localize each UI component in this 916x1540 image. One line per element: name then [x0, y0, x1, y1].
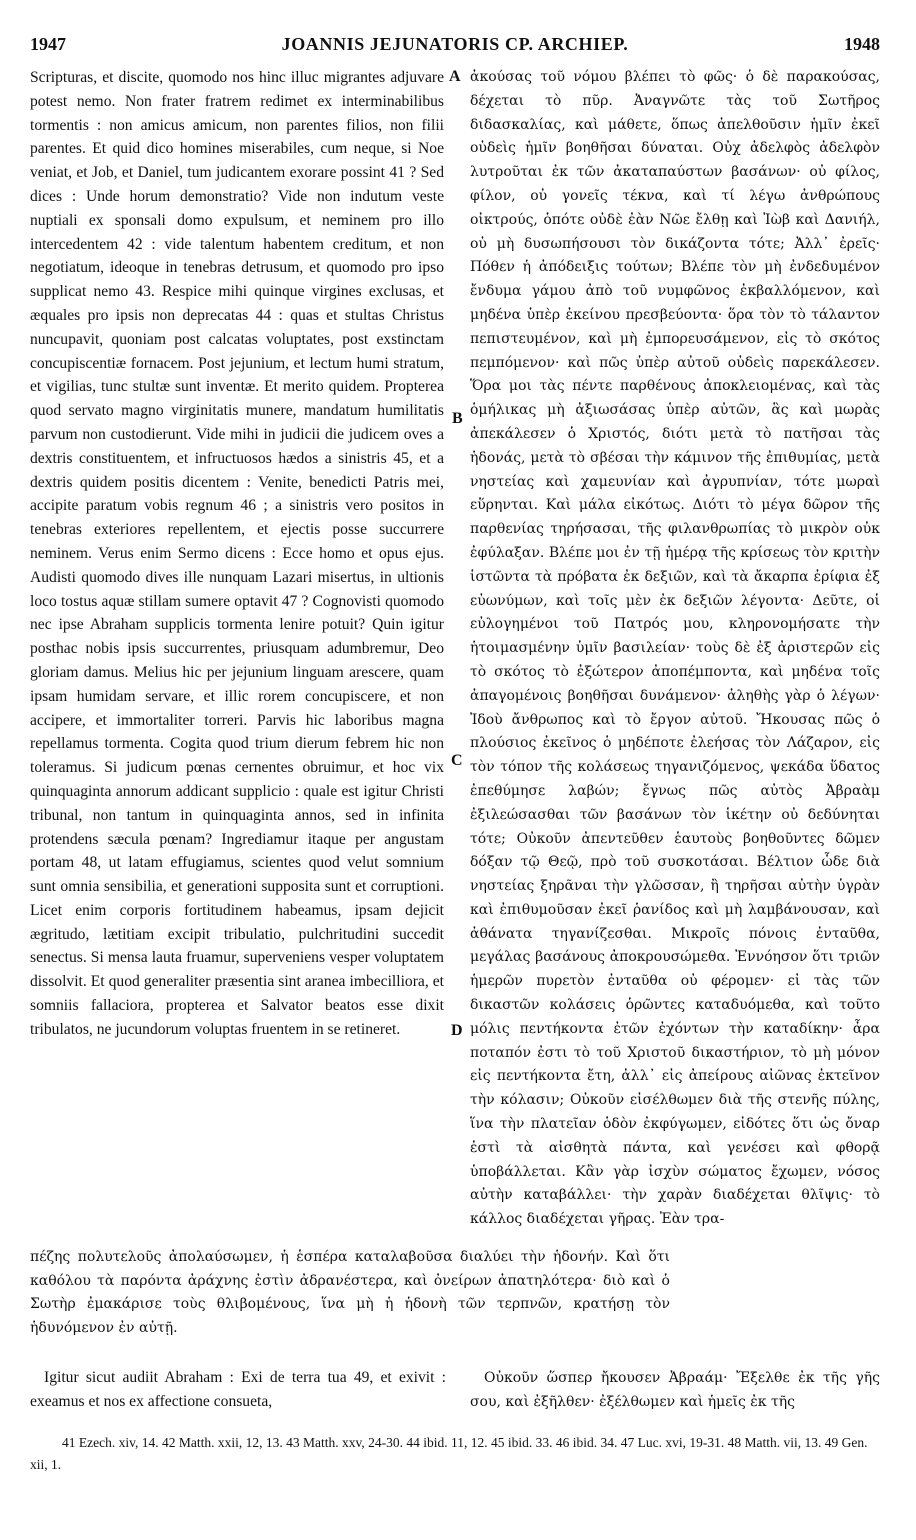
greek-continuation-text: πέζης πολυτελοῦς ἀπολαύσωμεν, ἡ ἑσπέρα καταλαβοῦσα διαλύει τὴν ἡδονήν. Καὶ ὅτι καθόλου τὰ παρόντα ἀράχνης ἐστὶν ἀδρανέστερα, καὶ ὀνείρων ἀπατηλότερα· διὸ καὶ ὁ Σωτὴρ ἐμακάρισε τοὺς θλιβομένους, ἵνα μὴ ἡ ἡδονὴ τῶν τερπνῶν, κρατήσῃ τὸν ἡδυνόμενον ἐν αὐτῇ.: [30, 1249, 670, 1336]
footnotes-text: 41 Ezech. xiv, 14. 42 Matth. xxii, 12, 13. 43 Matth. xxv, 24-30. 44 ibid. 11, 12. 45 ibid. 33. 46 ibid. 34. 47 Luc. xvi, 19-31. 48 Matth. vii, 13. 49 Gen. xii, 1.: [30, 1435, 868, 1472]
greek-column: [470, 66, 880, 1246]
section-marker-b: B: [452, 410, 463, 427]
latin-bottom-text: Igitur sicut audiit Abraham : Exi de terra tua 49, et exivit : exeamus et nos ex affectione consueta,: [30, 1369, 446, 1410]
section-marker-a: A: [449, 68, 461, 85]
running-header: [30, 34, 880, 58]
footnotes: [30, 1432, 880, 1476]
greek-bottom-paragraph: [470, 1366, 880, 1414]
latin-text: Scripturas, et discite, quomodo nos hinc illuc migrantes adjuvare potest nemo. Non frater fratrem redimet ex interminabilibus tormentis : non amicus amicum, non parentes filios, non filii parentes. Et quid dico homines miserabiles, cum neque, si Noe veniat, et Job, et Daniel, tum judicantem exorare possint 41 ? Sed dices : Unde horum demonstratio? Vide non indutum veste nuptiali ex sponsali domo expulsum, et neminem pro illo intercedentem 42 : vide talentum habentem creditum, et non negotiatum, ideoque in tenebras detrusum, et quomodo pro ipso supplicat nemo 43. Respice mihi quinque virgines exclusas, et æquales pro ipsis non deprecatas 44 : quas et stultas Christus nuncupavit, quoniam post calcatas voluptates, post exstinctam concupiscentiæ fornacem. Post jejunium, et lectum humi stratum, et vigilias, tunc stultæ sunt inventæ. Et merito quidem. Propterea quod servato magno virginitatis munere, mandatum humilitatis parvum non custodierunt. Vide mihi in judicii die judicem oves a dextris constituentem, et infructuosos hædos a sinistris 45, et a dextris quidem positis dicentem : Venite, benedicti Patris mei, accipite paratum vobis regnum 46 ; a sinistris vero positos in tenebras exteriores repellentem, et ejectis posse succurrere neminem. Verus enim Sermo dicens : Ecce homo et opus ejus. Audisti quomodo dives ille nunquam Lazari misertus, in ultionis loco tostus aquæ stillam sumere optavit 47 ? Cognovisti quomodo nec ipse Abraham supplicis tormenta lenire potuit? Quin igitur posthac nobis ipsis succurrentes, priusquam adumbremur, Deo gloriam damus. Melius hic per jejunium linguam arescere, quam ipsam humidam servare, et illic rorem concupiscere, et non accipere, et immortaliter torreri. Parvis hic laboribus magna repellamus tormenta. Cogita quod trium dierum febrem hic non toleramus. Si judicum pœnas cernentes obruimur, et hoc vix quinquaginta annorum addicant supplicio : quale est igitur Christi tribunal, non tantum in quinquaginta annos, sed in infinita protendens sæcula pœnam? Ingrediamur itaque per angustam portam 48, ut latam effugiamus, scientes quod velut somnium sunt omnia sensibilia, et generationi supposita sunt et corruptioni. Licet enim corporis fortitudinem habeamus, ipsam dejicit ægritudo, lætitiam excipit tribulatio, pulchritudini succedit senectus. Si mensa lauta fruamur, superveniens vesper voluptatem dissolvit. Et quod generaliter præsentia sint aranea imbecilliora, et somniis fallaciora, propterea et Salvator beatos esse dixit tribulatos, ne jucundorum voluptas fruentem in se retineret.: [30, 69, 444, 1038]
greek-text: ἀκούσας τοῦ νόμου βλέπει τὸ φῶς· ὁ δὲ παρακούσας, δέχεται τὸ πῦρ. Ἀναγνῶτε τὰς τοῦ Σωτῆρος διδασκαλίας, καὶ μάθετε, ὅπως ἀπελθοῦσιν ἡμῖν ἐκεῖ οὐδεὶς ἡμῖν βοηθῆσαι δύναται. Οὐχ ἀδελφὸς ἀδελφὸν λυτροῦται ἐκ τῶν ἀκαταπαύστων βασάνων· οὐ φίλος, φίλον, οὐ γονεῖς τέκνα, καὶ τί λέγω ἀνθρώπους οἰκτρούς, ὁπότε οὐδὲ ἐὰν Νῶε ἔλθῃ καὶ Ἰὼβ καὶ Δανιήλ, οὐ μὴ δυσωπήσουσι τὸν δικάζοντα τότε; Ἀλλ᾽ ἐρεῖς· Πόθεν ἡ ἀπόδειξις τούτων; Βλέπε τὸν μὴ ἐνδεδυμένον ἔνδυμα γάμου ἀπὸ τοῦ νυμφῶνος ἐκβαλλόμενον, καὶ μηδένα ὑπὲρ ἐκείνου πρεσβεύοντα· ὅρα τὸν τὸ τάλαντον πεπιστευμένον, καὶ μὴ ἐμπορευσάμενον, εἰς τὸ σκότος πεμπόμενον· καὶ πῶς ὑπὲρ αὐτοῦ οὐδεὶς παρεκάλεσεν. Ὅρα μοι τὰς πέντε παρθένους ἀποκλειομένας, καὶ τὰς ὁμήλικας μὴ ἀξιωσάσας ὑπὲρ αὐτῶν, ἃς καὶ μωρὰς ἀπεκάλεσεν ὁ Χριστός, διότι μετὰ τὸ πατῆσαι τὰς ἡδονάς, μετὰ τὸ σβέσαι τὴν κάμινον τῆς ἐπιθυμίας, μετὰ νηστείας καὶ χαμευνίαν καὶ ἀγρυπνίαν, τότε μωραὶ εὕρηνται. Καὶ μάλα εἰκότως. Διότι τὸ μέγα δῶρον τῆς παρθενίας τηρήσασαι, τῆς φιλανθρωπίας τὸ μικρὸν οὐκ ἐφύλαξαν. Βλέπε μοι ἐν τῇ ἡμέρᾳ τῆς κρίσεως τὸν κριτὴν ἱστῶντα τὰ πρόβατα ἐκ δεξιῶν, καὶ τὰ ἄκαρπα ἐρίφια ἐξ εὐωνύμων, καὶ τοῖς μὲν ἐκ δεξιῶν λέγοντα· Δεῦτε, οἱ εὐλογημένοι τοῦ Πατρός μου, κληρονομήσατε τὴν ἡτοιμασμένην ὑμῖν βασιλείαν· τοὺς δὲ ἐξ ἀριστερῶν εἰς τὸ σκότος τὸ ἐξώτερον ἀποπέμποντα, καὶ μηδένα τοῖς ἀπαγομένοις βοηθῆσαι δυνάμενον· ἀληθὴς γὰρ ὁ λέγων· Ἰδοὺ ἄνθρωπος καὶ τὸ ἔργον αὐτοῦ. Ἤκουσας πῶς ὁ πλούσιος ἐκεῖνος ὁ μηδέποτε ἐλεήσας τὸν Λάζαρον, εἰς τὸν τόπον τῆς κολάσεως τηγανιζόμενος, ψεκάδα ὕδατος ἐπεθύμησε λαβών; ἔγνως πῶς αὐτὸς Ἀβραὰμ ἐξιλεώσασθαι τῶν βασάνων τὸν ἱκέτην οὐ δεδύνηται τότε; Οὐκοῦν ἀπεντεῦθεν ἑαυτοὺς βοηθοῦντες δῶμεν δόξαν τῷ Θεῷ, πρὸ τοῦ συσκοτάσαι. Βέλτιον ὧδε διὰ νηστείας ξηρᾶναι τὴν γλῶσσαν, ἢ τηρῆσαι αὐτὴν ὑγρὰν καὶ ἐπιθυμοῦσαν ἐκεῖ ῥανίδος καὶ μὴ λαμβάνουσαν, καὶ ἀθάνατα τηγανίζεσθαι. Μικροῖς πόνοις ἐνταῦθα, μεγάλας βασάνους ἀποκρουσώμεθα. Ἐννόησον ὅτι τριῶν ἡμερῶν πυρετὸν ἐνταῦθα οὐ φέρομεν· εἰ τὰς τῶν δικαστῶν κολάσεις ὁρῶντες καταδυόμεθα, καὶ τοῦτο μόλις πεντήκοντα ἐτῶν ἐχόντων τὴν καταδίκην· ἆρα ποταπόν ἐστι τὸ τοῦ Χριστοῦ δικαστήριον, τὸ μὴ μόνον εἰς πεντήκοντα ἔτη, ἀλλ᾽ εἰς ἀπείρους αἰῶνας ἐκτεῖνον τὴν κόλασιν; Οὐκοῦν εἰσέλθωμεν διὰ τῆς στενῆς πύλης, ἵνα τὴν πλατεῖαν ὁδὸν ἐκφύγωμεν, εἰδότες ὅτι ὡς ὄναρ ἐστὶ τὰ αἰσθητὰ πάντα, καὶ γενέσει καὶ φθορᾷ ὑποβάλλεται. Κἂν γὰρ ἰσχὺν σώματος ἔχωμεν, νόσος αὐτὴν καταβάλλει· τὴν χαρὰν διαδέχεται θλῖψις· τὸ κάλλος διαδέχεται γῆρας. Ἐὰν τρα-: [470, 69, 880, 1228]
section-marker-d: D: [451, 1022, 463, 1039]
page-number-right: 1948: [844, 34, 880, 54]
running-title: JOANNIS JEJUNATORIS CP. ARCHIEP.: [281, 34, 629, 54]
latin-bottom-paragraph: [30, 1366, 446, 1414]
greek-bottom-text: Οὐκοῦν ὥσπερ ἤκουσεν Ἀβραάμ· Ἔξελθε ἐκ τῆς γῆς σου, καὶ ἐξῆλθεν· ἐξέλθωμεν καὶ ἡμεῖς ἐκ τῆς: [470, 1370, 880, 1410]
section-marker-c: C: [451, 752, 463, 769]
page-number-left: 1947: [30, 34, 66, 54]
latin-column: [30, 66, 444, 1246]
greek-continuation: [30, 1246, 670, 1340]
